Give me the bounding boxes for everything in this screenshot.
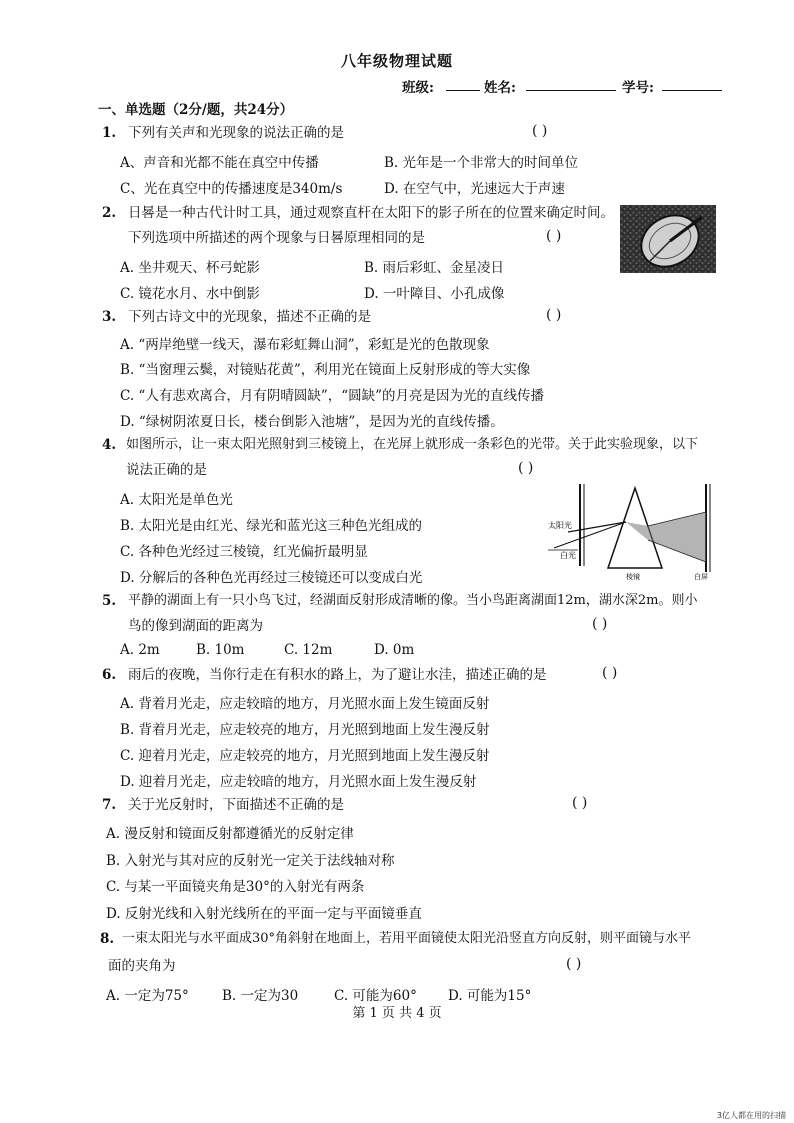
class-label: 班级: [402,80,434,96]
q4-stem-line2: 说法正确的是 [126,462,207,478]
q7-option-c: C. 与某一平面镜夹角是30°的入射光有两条 [106,879,365,895]
exam-title: 八年级物理试题 [340,52,453,70]
q6-option-c: C. 迎着月光走，应走较亮的地方，月光照到地面上发生漫反射 [120,748,490,764]
q2-option-b: B. 雨后彩虹、金星凌日 [364,260,505,276]
q8-option-a: A. 一定为75° [106,988,189,1004]
white-light-label: 白光 [560,551,576,560]
prism-diagram [548,482,726,580]
page-footer: 第 1 页 共 4 页 [352,1006,442,1021]
q1-number: 1. [102,125,117,141]
q4-option-a: A. 太阳光是单色光 [120,492,233,508]
q7-option-b: B. 入射光与其对应的反射光一定关于法线轴对称 [106,853,395,869]
q4-option-c: C. 各种色光经过三棱镜，红光偏折最明显 [120,544,368,560]
q2-stem-line2: 下列选项中所描述的两个现象与日晷原理相同的是 [128,230,425,246]
q4-number: 4. [102,437,117,453]
q6-answer-paren: ( ) [602,665,618,681]
q5-option-d: D. 0m [374,642,415,658]
q4-option-b: B. 太阳光是由红光、绿光和蓝光这三种色光组成的 [120,518,423,534]
q4-option-d: D. 分解后的各种色光再经过三棱镜还可以变成白光 [120,570,423,586]
q8-option-c: C. 可能为60° [334,988,417,1004]
q2-option-c: C. 镜花水月、水中倒影 [120,286,260,302]
q7-answer-paren: ( ) [572,795,588,811]
q5-option-a: A. 2m [120,642,160,658]
q5-answer-paren: ( ) [592,616,608,632]
q3-option-c: C. “人有悲欢离合，月有阴晴圆缺”，“圆缺”的月亮是因为光的直线传播 [120,388,545,404]
q6-option-a: A. 背着月光走，应走较暗的地方，月光照水面上发生镜面反射 [120,696,490,712]
q3-number: 3. [102,309,117,325]
q6-option-d: D. 迎着月光走，应走较暗的地方，月光照水面上发生漫反射 [120,774,477,790]
q8-option-b: B. 一定为30 [222,988,299,1004]
q3-answer-paren: ( ) [546,307,562,323]
sunlight-label: 太阳光 [548,521,572,530]
q2-option-a: A. 坐井观天、杯弓蛇影 [120,260,260,276]
q1-answer-paren: ( ) [532,123,548,139]
q4-stem-line1: 如图所示，让一束太阳光照射到三棱镜上，在光屏上就形成一条彩色的光带。关于此实验现象，以下 [126,437,699,452]
q7-option-d: D. 反射光线和入射光线所在的平面一定与平面镜垂直 [106,906,422,922]
q7-stem: 关于光反射时，下面描述不正确的是 [128,797,344,813]
class-blank [446,76,480,91]
q8-answer-paren: ( ) [566,956,582,972]
q3-stem: 下列古诗文中的光现象，描述不正确的是 [128,309,371,325]
q1-option-b: B. 光年是一个非常大的时间单位 [384,155,579,171]
q7-option-a: A. 漫反射和镜面反射都遵循光的反射定律 [106,826,354,842]
screen-label: 白屏 [694,573,708,580]
number-blank [662,76,722,91]
q1-option-d: D. 在空气中，光速远大于声速 [384,181,565,197]
q5-stem-line2: 鸟的像到湖面的距离为 [128,618,263,634]
q2-option-d: D. 一叶障目、小孔成像 [364,286,505,302]
q3-option-a: A. “两岸绝壁一线天，瀑布彩虹舞山洞”，彩虹是光的色散现象 [120,337,490,353]
q5-option-b: B. 10m [196,642,245,658]
q8-stem-line1: 一束太阳光与水平面成30°角斜射在地面上，若用平面镜使太阳光沿竖直方向反射，则平面镜与水平 [122,931,692,946]
q4-answer-paren: ( ) [518,460,534,476]
q8-stem-line2: 面的夹角为 [108,958,176,974]
q1-option-a: A、声音和光都不能在真空中传播 [120,155,319,171]
q6-option-b: B. 背着月光走，应走较亮的地方，月光照到地面上发生漫反射 [120,722,490,738]
q6-number: 6. [102,667,117,683]
q5-number: 5. [102,593,117,609]
q1-option-c: C、光在真空中的传播速度是340m/s [120,181,343,197]
q2-answer-paren: ( ) [546,228,562,244]
section-heading: 一、单选题（2分/题，共24分） [98,102,294,118]
name-label: 姓名: [484,80,516,96]
q2-stem-line1: 日晷是一种古代计时工具，通过观察直杆在太阳下的影子所在的位置来确定时间。 [128,205,614,221]
q3-option-b: B. “当窗理云鬓，对镜贴花黄”，利用光在镜面上反射形成的等大实像 [120,362,531,378]
number-label: 学号: [622,80,654,96]
q1-stem: 下列有关声和光现象的说法正确的是 [128,125,344,141]
q8-number: 8. [100,931,115,947]
q7-number: 7. [102,797,117,813]
q3-option-d: D. “绿树阴浓夏日长，楼台倒影入池塘”，是因为光的直线传播。 [120,414,504,430]
q8-option-d: D. 可能为15° [448,988,532,1004]
scan-watermark: 3亿人都在用的扫描 [716,1111,786,1120]
q2-number: 2. [102,205,117,221]
q6-stem: 雨后的夜晚，当你行走在有积水的路上，为了避让水洼，描述正确的是 [128,667,547,683]
name-blank [526,76,616,91]
sundial-photo [620,205,716,273]
q5-stem-line1: 平静的湖面上有一只小鸟飞过，经湖面反射形成清晰的像。当小鸟距离湖面12m，湖水深2m。则小 [128,593,698,608]
prism-label: 棱镜 [626,573,640,580]
q5-option-c: C. 12m [284,642,333,658]
